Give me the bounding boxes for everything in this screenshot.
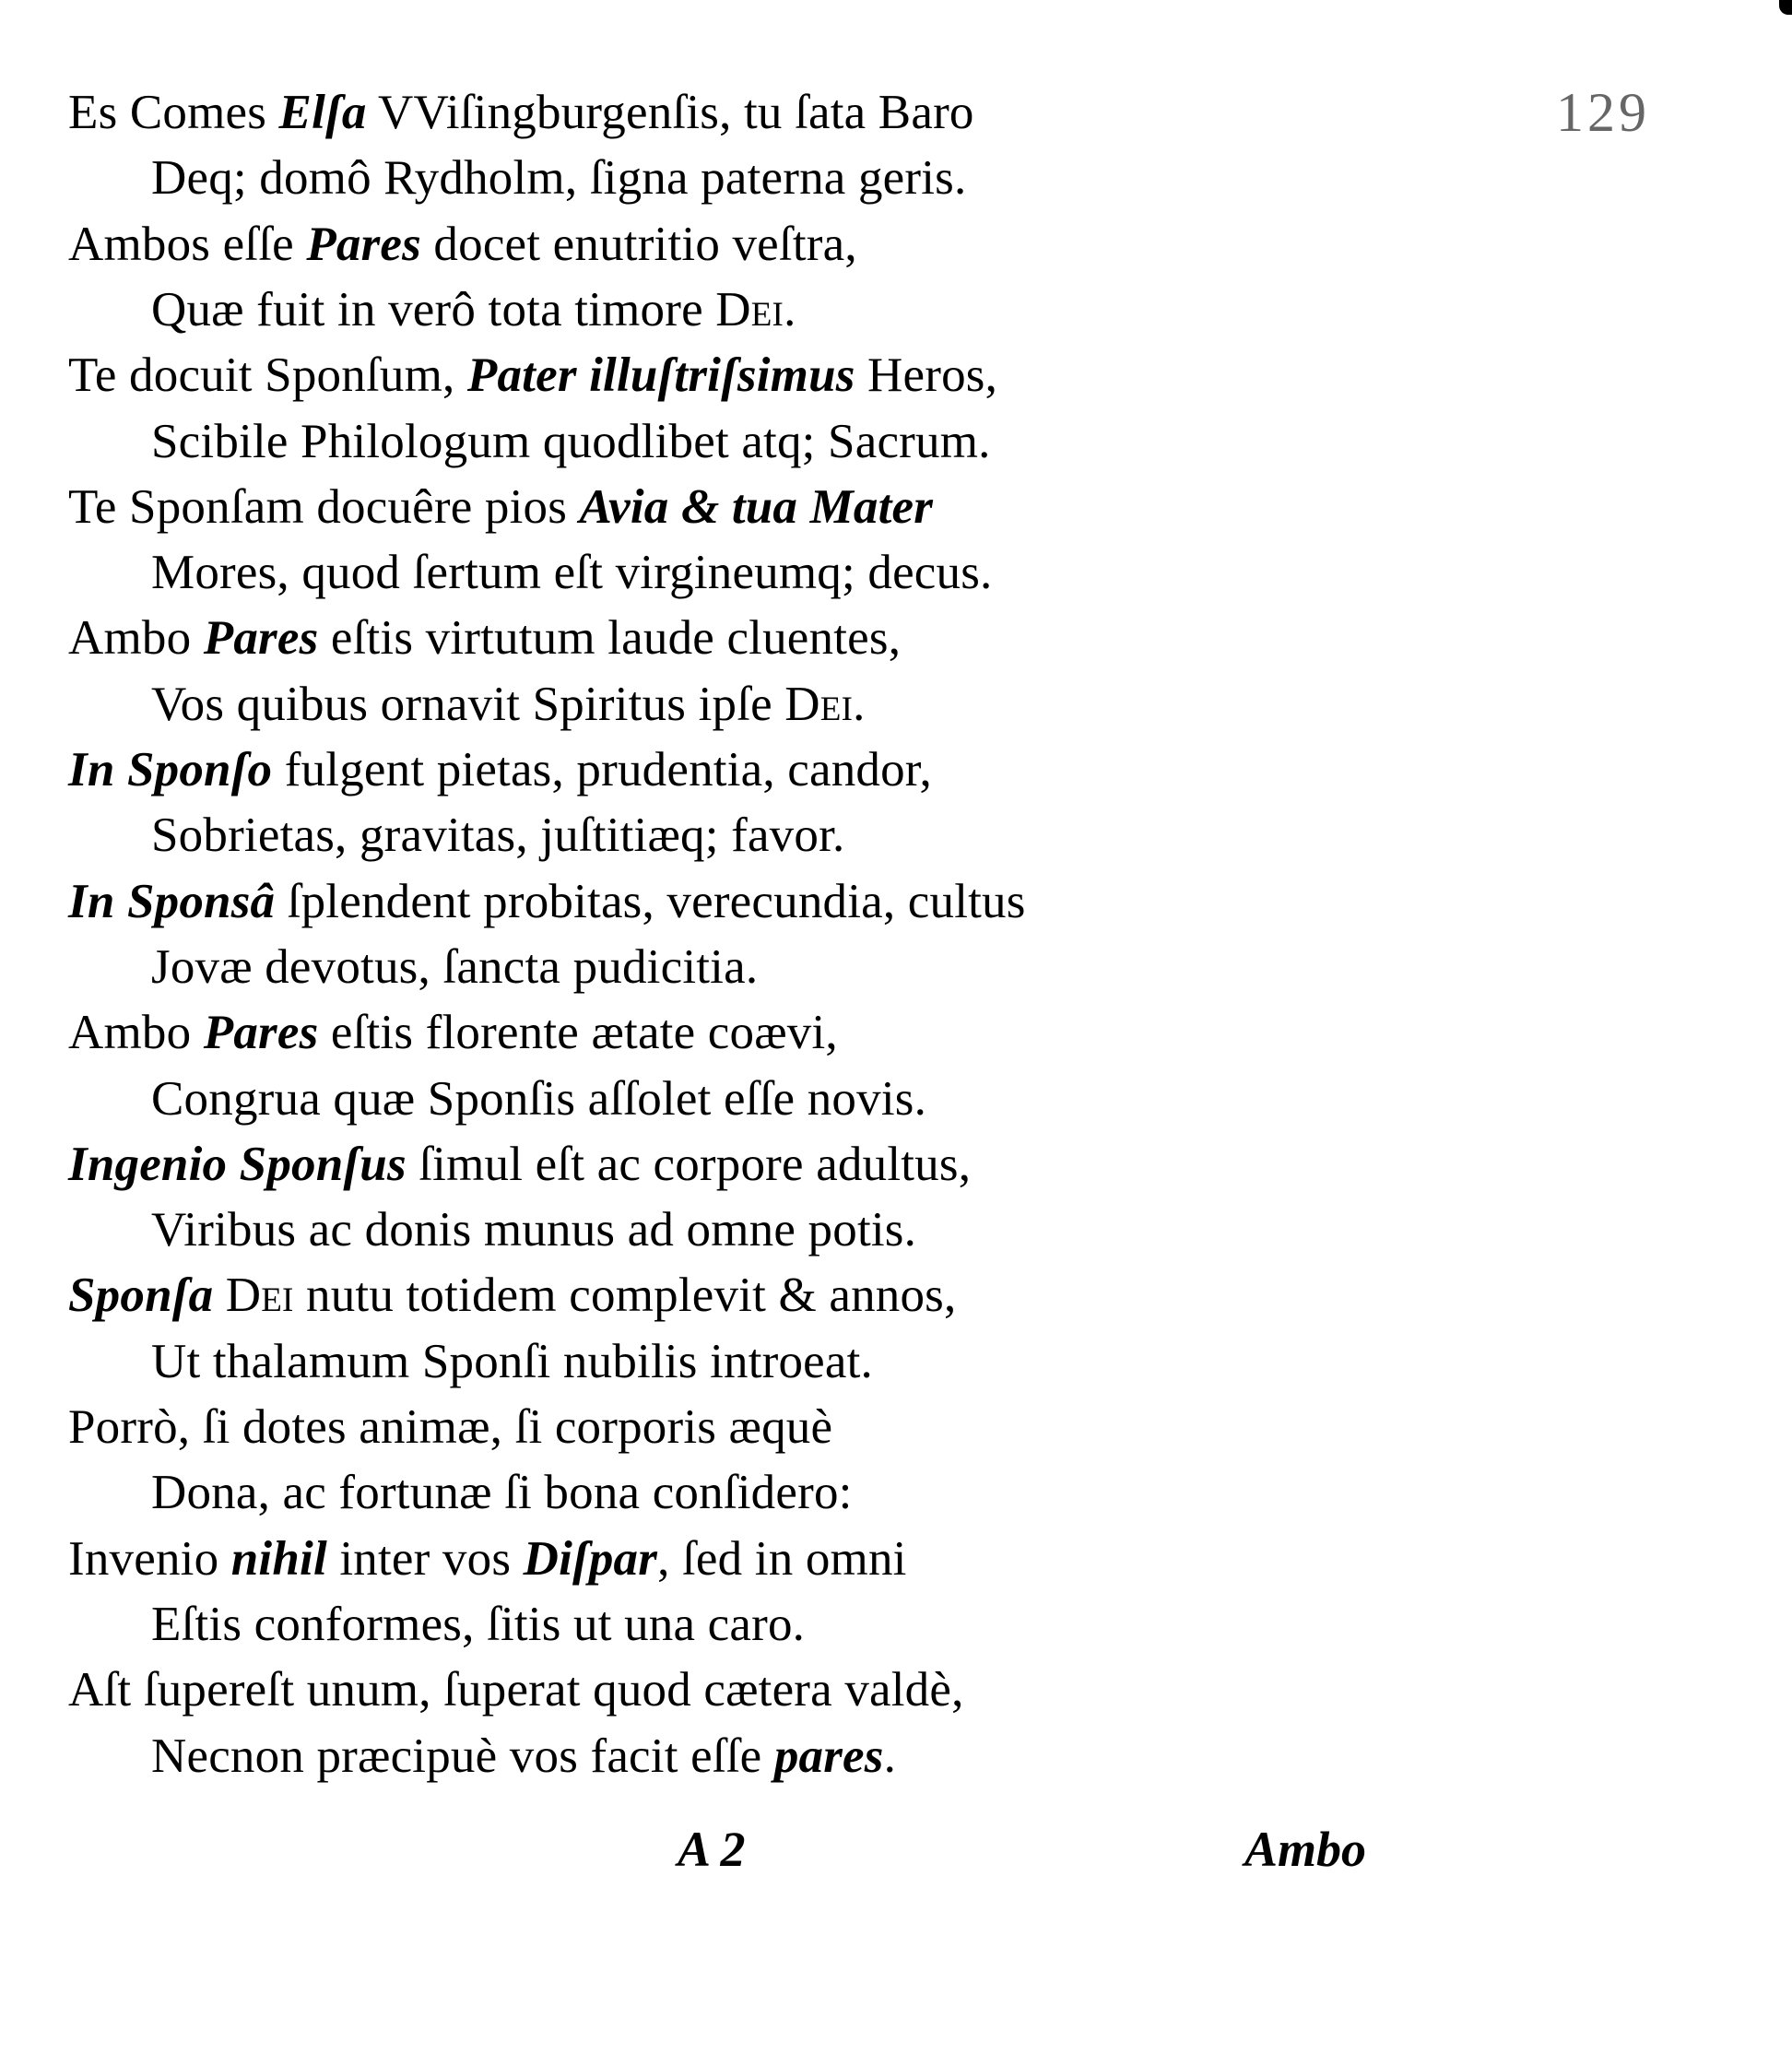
verse-line-hexameter [68,479,933,535]
verse-text: Mores, quod ſertum eſt virgineumq; decus. [151,546,993,600]
verse-text: Vos quibus ornavit Spiritus ipſe [151,677,785,731]
verse-text: . [784,282,796,336]
verse-text: docet enutritio veſtra, [420,217,857,271]
italic-name: In Sponſo [68,743,273,796]
verse-text: ſplendent probitas, verecundia, cultus [275,874,1026,928]
verse-text: eſtis florente ætate coævi, [318,1006,838,1060]
verse-line-pentameter [151,677,866,732]
verse-text: eſtis virtutum laude cluentes, [318,611,902,666]
italic-name: pares [773,1729,884,1783]
verse-line-pentameter [151,545,993,600]
verse-text: Te Sponſam docuêre pios [68,479,580,534]
verse-text: nutu totidem complevit & annos, [293,1268,957,1323]
verse-text: Ut thalamum Sponſi nubilis introeat. [151,1334,873,1388]
verse-text: Invenio [68,1531,231,1586]
verse-line-pentameter [151,939,758,995]
verse-text [213,1268,225,1322]
verse-line-hexameter [68,1399,832,1455]
verse-line-hexameter [68,85,974,140]
verse-text: ſimul eſt ac corpore adultus, [406,1137,972,1191]
verse-line-pentameter [151,1071,926,1127]
verse-text: VViſingburgenſis, tu ſata Baro [366,86,974,139]
italic-name: Elſa [278,86,367,139]
verse-text: Dona, ac fortunæ ſi bona conſidero: [151,1466,853,1520]
verse-text: Aſt ſupereſt unum, ſuperat quod cætera valdè, [68,1663,964,1717]
verse-line-pentameter [151,1729,896,1784]
verse-text: Necnon præcipuè vos facit eſſe [151,1729,774,1783]
page-number: 129 [1556,82,1650,143]
verse-line-hexameter [68,1005,838,1060]
signature-mark: A 2 [678,1822,746,1877]
small-caps-word: Dei [784,677,854,731]
italic-name: Sponſa [68,1268,214,1323]
verse-text: Viribus ac donis munus ad omne potis. [151,1203,917,1257]
verse-line-pentameter [151,150,966,206]
verse-line-hexameter [68,610,901,666]
small-caps-word: Dei [225,1268,294,1323]
verse-line-pentameter [151,1597,805,1652]
verse-text: Ambo [68,1006,204,1060]
small-caps-word: Dei [715,282,784,336]
verse-text: . [883,1729,897,1783]
verse-text: Scibile Philologum quodlibet atq; Sacrum. [151,414,991,468]
verse-text: Porrò, ſi dotes animæ, ſi corporis æquè [68,1400,833,1454]
italic-name: Avia & tua Mater [579,479,934,534]
verse-text: Te docuit Sponſum, [68,348,467,403]
verse-text: Sobrietas, gravitas, juſtitiæq; favor. [151,808,845,863]
verse-line-pentameter [151,1202,916,1257]
verse-text: Heros, [855,348,998,403]
italic-name: Pares [203,611,319,666]
verse-text: Deq; domô Rydholm, ſigna paterna geris. [151,151,967,206]
verse-line-hexameter [68,217,857,272]
italic-name: Pares [203,1006,319,1060]
italic-name: Diſpar [523,1531,658,1586]
italic-name: Pater illuſtriſsimus [466,348,855,403]
verse-text: Eſtis conformes, ſitis ut una caro. [151,1597,806,1651]
italic-name: nihil [230,1531,327,1586]
verse-text: , ſed in omni [657,1531,907,1586]
verse-line-hexameter [68,874,1026,929]
verse-line-hexameter [68,1662,964,1717]
verse-text: inter vos [326,1531,524,1586]
verse-text: . [853,677,866,731]
catchword: Ambo [1244,1822,1367,1877]
verse-line-pentameter [151,1334,873,1389]
verse-text: Congrua quæ Sponſis aſſolet eſſe novis. [151,1071,927,1126]
italic-name: In Sponsâ [68,874,276,928]
italic-name: Pares [306,217,421,271]
verse-line-pentameter [151,808,844,863]
verse-line-hexameter [68,1268,956,1323]
verse-line-hexameter [68,742,932,797]
verse-line-pentameter [151,414,991,469]
verse-text: Ambos eſſe [68,217,307,271]
verse-line-hexameter [68,348,997,403]
verse-line-hexameter [68,1531,907,1587]
scan-edge-blot [1779,0,1792,15]
italic-name: Ingenio Sponſus [68,1137,407,1191]
verse-text: Es Comes [68,86,279,139]
verse-text: Jovæ devotus, ſancta pudicitia. [151,939,759,994]
verse-line-hexameter [68,1137,971,1192]
verse-text: fulgent pietas, prudentia, candor, [272,743,932,796]
verse-text: Quæ fuit in verô tota timore [151,282,716,336]
verse-line-pentameter [151,1465,853,1520]
verse-text: Ambo [68,611,204,666]
verse-line-pentameter [151,282,796,337]
